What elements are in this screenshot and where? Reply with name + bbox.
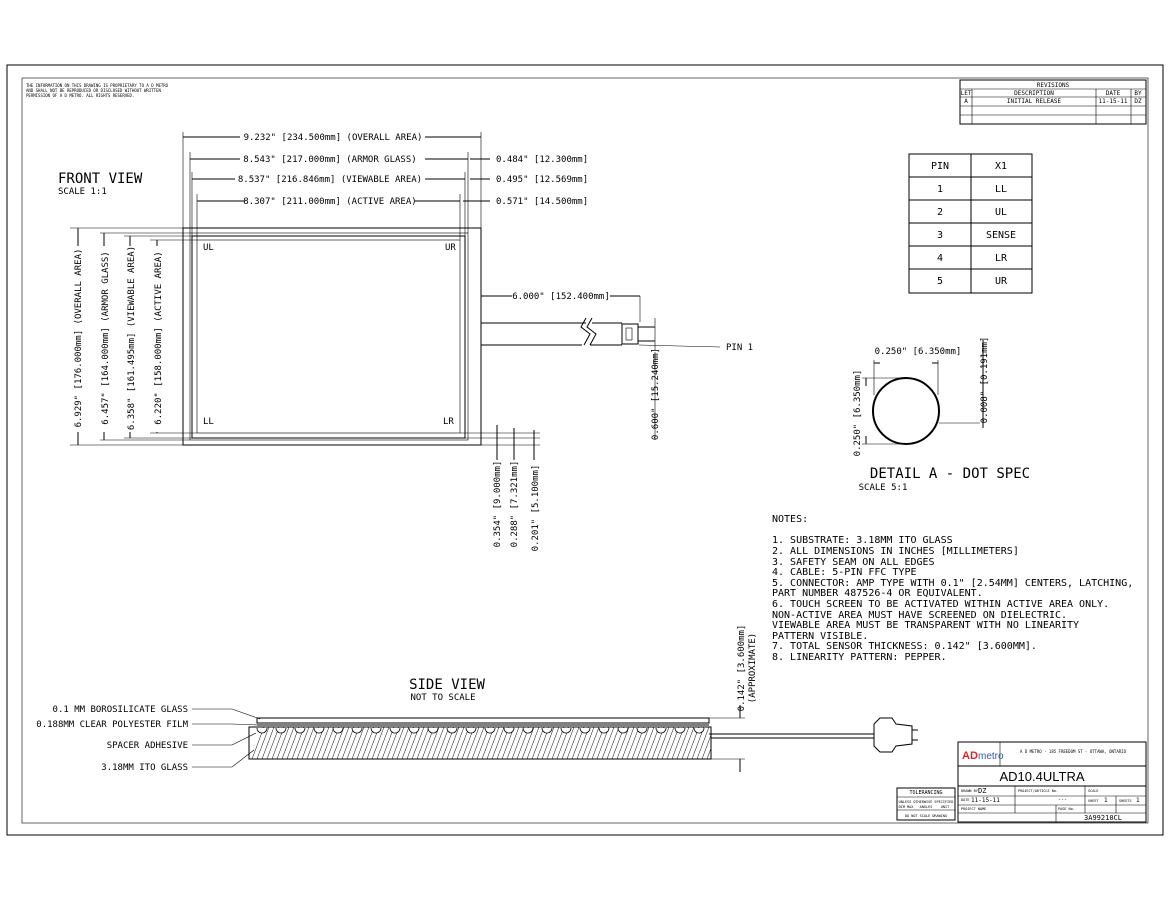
corner-label-ur: UR (445, 243, 456, 253)
spacer-dot (295, 728, 305, 733)
side-thickness-note: (APPROXIMATE) (748, 632, 758, 704)
sheet-value: 1 (1104, 797, 1108, 804)
spacer-dot (485, 728, 495, 733)
dim-bottom-offset-3: 0.201" [5.100mm] (531, 464, 541, 552)
dim-cable-offset: 0.600" [15.240mm] (651, 347, 661, 441)
dim-cable-length: 6.000" [152.400mm] (512, 292, 610, 302)
dot-offset-dim: 0.008" [0.191mm] (980, 336, 990, 424)
hatch-line (437, 727, 449, 759)
project-name-label: PROJECT NAME (961, 807, 987, 811)
hatch-line (512, 727, 524, 759)
inner-border (22, 78, 1148, 823)
side-thickness-dim: 0.142" [3.600mm] (737, 624, 747, 712)
dim-bottom-offset-2: 0.288" [7.321mm] (510, 460, 520, 548)
pin-table-header: X1 (994, 161, 1008, 172)
side-view-title: SIDE VIEW (409, 677, 485, 693)
layer-label: SPACER ADHESIVE (106, 741, 188, 751)
revisions-cell: INITIAL RELEASE (1006, 98, 1062, 105)
drawn-by: DZ (978, 787, 987, 795)
notes-heading: NOTES: (772, 514, 809, 525)
spacer-dot (694, 728, 704, 733)
front-view (58, 132, 753, 551)
revisions-header: BY (1134, 90, 1142, 97)
dim-viewable-height: 6.358" [161.495mm] (VIEWABLE AREA) (127, 245, 137, 431)
front-view-scale: SCALE 1:1 (58, 187, 107, 197)
pin-number: 3 (936, 230, 944, 241)
spacer-dot (580, 728, 590, 733)
spacer-dot (561, 728, 571, 733)
pin-number: 4 (936, 253, 944, 264)
corner-label-ul: UL (203, 243, 214, 253)
ffc-cable (481, 296, 655, 350)
revisions-header: DATE (1105, 90, 1121, 97)
borosilicate-glass-layer (257, 718, 709, 723)
spacer-dot (523, 728, 533, 733)
fineprint-line: THE INFORMATION ON THIS DRAWING IS PROPRIETARY TO A D METRO (26, 83, 169, 88)
tolerancing-footer: DO NOT SCALE DRAWING (904, 814, 948, 818)
note-line: 5. CONNECTOR: AMP TYPE WITH 0.1" [2.54MM] CENTERS, LATCHING, (772, 578, 1134, 589)
connector (622, 324, 638, 344)
spacer-dot (371, 728, 381, 733)
revisions-block (960, 80, 1146, 124)
dim-active-width: 8.307" [211.000mm] (ACTIVE AREA) (243, 197, 417, 207)
spacer-dot (447, 728, 457, 733)
dot-height-dim: 0.250" [6.350mm] (853, 369, 863, 457)
spacer-dot (675, 728, 685, 733)
detail-a-title: DETAIL A - DOT SPEC (869, 466, 1031, 482)
spacer-dot (637, 728, 647, 733)
revisions-cell: DZ (1134, 98, 1142, 105)
note-line: 2. ALL DIMENSIONS IN INCHES [MILLIMETERS] (772, 546, 1019, 557)
spacer-dot (390, 728, 400, 733)
revisions-title: REVISIONS (1036, 82, 1070, 89)
spacer-dot (409, 728, 419, 733)
corner-label-lr: LR (443, 417, 454, 427)
hatch-line (707, 748, 711, 759)
side-view-subtitle: NOT TO SCALE (410, 693, 476, 703)
hatch-line (607, 727, 619, 759)
revisions-header: LET (960, 90, 972, 97)
part-name: AD10.4ULTRA (999, 769, 1085, 784)
pin-signal: UL (994, 207, 1008, 218)
note-line: 1. SUBSTRATE: 3.18MM ITO GLASS (772, 535, 953, 546)
dot-circle (873, 378, 939, 444)
pin-signal: UR (994, 276, 1008, 287)
logo-metro: metro (978, 751, 1004, 762)
pin-signal: SENSE (985, 230, 1017, 241)
spacer-dot (276, 728, 286, 733)
detail-a (853, 337, 1030, 493)
drawing-number: 3A99210CL (1084, 814, 1122, 822)
pin1-label: PIN 1 (726, 343, 754, 353)
layer-label: 0.188MM CLEAR POLYESTER FILM (36, 720, 188, 730)
title-block (958, 742, 1146, 822)
layer-label: 3.18MM ITO GLASS (101, 763, 188, 773)
dim-overall-width: 9.232" [234.500mm] (OVERALL AREA) (243, 133, 423, 143)
revisions-header: DESCRIPTION (1014, 90, 1054, 97)
sheets-label: SHEETS (1119, 799, 1132, 803)
revisions-cell: A (964, 98, 968, 105)
dim-viewable-width: 8.537" [216.846mm] (VIEWABLE AREA) (237, 175, 423, 185)
dot-width-dim: 0.250" [6.350mm] (874, 347, 962, 357)
spacer-dot (656, 728, 666, 733)
dim-bottom-offset-1: 0.354" [9.000mm] (493, 460, 503, 548)
dim-active-height: 6.220" [158.000mm] (ACTIVE AREA) (154, 251, 164, 425)
pin-number: 5 (936, 276, 944, 287)
project-value: --- (1058, 797, 1068, 803)
date-value: 11-15-11 (971, 797, 1000, 804)
note-line: 6. TOUCH SCREEN TO BE ACTIVATED WITHIN ACTIVE AREA ONLY. (772, 599, 1110, 610)
tolerancing-block (897, 788, 955, 820)
spacer-dot (257, 728, 267, 733)
spacer-dot (542, 728, 552, 733)
spacer-dot (314, 728, 324, 733)
hatch-line (702, 735, 711, 759)
sheet-label: SHEET (1088, 799, 1099, 803)
note-line: 3. SAFETY SEAM ON ALL EDGES (772, 557, 935, 568)
detail-a-scale: SCALE 5:1 (858, 483, 908, 493)
tolerancing-label: DIM MAX (898, 805, 914, 809)
hatch-line (532, 727, 544, 759)
dim-right-offset-armor: 0.484" [12.300mm] (496, 155, 589, 165)
revisions-cell: 11-15-11 (1098, 98, 1128, 105)
note-line: PATTERN VISIBLE. (772, 631, 869, 642)
spacer-dot (428, 728, 438, 733)
spacer-dot (504, 728, 514, 733)
spacer-dot (466, 728, 476, 733)
spacer-dot (352, 728, 362, 733)
note-line: 8. LINEARITY PATTERN: PEPPER. (772, 652, 947, 663)
pin-signal: LR (994, 253, 1008, 264)
note-line: VIEWABLE AREA MUST BE TRANSPARENT WITH NO LINEARITY (772, 620, 1080, 631)
spacer-dot (599, 728, 609, 733)
pin-signal: LL (994, 184, 1008, 195)
note-line: 4. CABLE: 5-PIN FFC TYPE (772, 567, 917, 578)
dim-armor-width: 8.543" [217.000mm] (ARMOR GLASS) (243, 155, 417, 165)
logo-ad: AD (962, 750, 978, 762)
note-line: NON-ACTIVE AREA MUST HAVE SCREENED ON DIELECTRIC. (772, 610, 1068, 621)
page-label: PAGE No. (1058, 807, 1075, 811)
sheets-value: 1 (1136, 797, 1140, 804)
front-view-title: FRONT VIEW (58, 171, 143, 187)
overall-area-outline (183, 228, 481, 445)
spacer-dot (618, 728, 628, 733)
drawn-by-label: DRAWN BY (961, 789, 978, 793)
viewable-area-outline (192, 236, 465, 438)
hatch-line (627, 727, 639, 759)
spacer-dot (333, 728, 343, 733)
dim-overall-height: 6.929" [176.000mm] (OVERALL AREA) (74, 248, 84, 428)
note-line: PART NUMBER 487526-4 OR EQUIVALENT. (772, 588, 983, 599)
tolerancing-label: ANGLES (919, 805, 933, 809)
hatch-line (322, 727, 334, 759)
header-fineprint (26, 83, 169, 98)
side-connector (874, 718, 912, 752)
dim-armor-height: 6.457" [164.000mm] (ARMOR GLASS) (101, 251, 111, 425)
date-label: DATE (961, 798, 970, 802)
armor-glass-outline (190, 233, 468, 440)
fineprint-line: PERMISSION OF A D METRO. ALL RIGHTS RESERVED. (26, 93, 135, 98)
pin-number: 2 (936, 207, 944, 218)
hatch-line (417, 727, 429, 759)
tolerancing-title: TOLERANCING (909, 790, 943, 796)
scale-label: SCALE (1088, 789, 1099, 793)
hatch-line (342, 727, 354, 759)
project-label: PROJECT/ARTICLE No. (1018, 789, 1059, 793)
company-address: A D METRO - 185 FREEDOM ST - OTTAWA, ONTARIO (1020, 749, 1126, 754)
corner-label-ll: LL (203, 417, 214, 427)
active-area-outline (197, 240, 460, 433)
pin-number: 1 (936, 184, 944, 195)
note-line: 7. TOTAL SENSOR THICKNESS: 0.142" [3.600MM]. (772, 641, 1037, 652)
pin-table-header: PIN (930, 161, 950, 172)
tolerancing-subtitle: UNLESS OTHERWISE SPECIFIED (898, 800, 954, 804)
dim-right-offset-active: 0.571" [14.500mm] (496, 197, 589, 207)
dim-right-offset-viewable: 0.495" [12.569mm] (496, 175, 589, 185)
fineprint-line: AND SHALL NOT BE REPRODUCED OR DISCLOSED WITHOUT WRITTEN (26, 88, 161, 93)
layer-label: 0.1 MM BOROSILICATE GLASS (52, 705, 188, 715)
pin-table (909, 154, 1032, 293)
tolerancing-label: UNIT (940, 805, 950, 809)
notes (772, 514, 1133, 663)
